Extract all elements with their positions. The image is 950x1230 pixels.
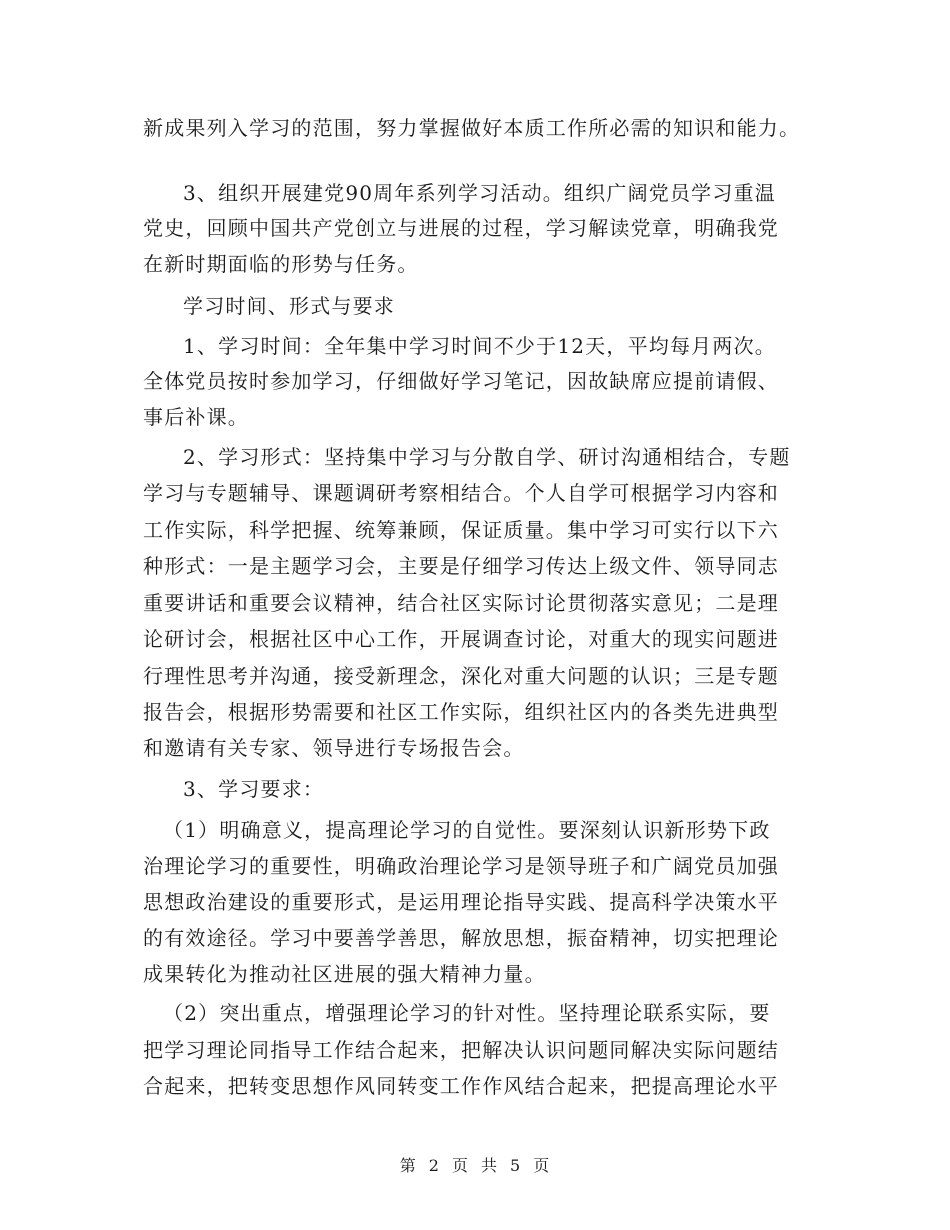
- text-line: 重要讲话和重要会议精神，结合社区实际讨论贯彻落实意见；二是理: [143, 591, 779, 615]
- text-line: 行理性思考并沟通，接受新理念，深化对重大问题的认识；三是专题: [143, 664, 779, 688]
- text-line: 合起来，把转变思想作风同转变工作作风结合起来，把提高理论水平: [143, 1074, 779, 1098]
- text-line: 1、学习时间：全年集中学习时间不少于12天，平均每月两次。: [183, 334, 776, 358]
- text-line: 全体党员按时参加学习，仔细做好学习笔记，因故缺席应提前请假、: [143, 369, 779, 393]
- text-line: 报告会，根据形势需要和社区工作实际，组织社区内的各类先进典型: [143, 700, 779, 724]
- footer-suffix: 页: [533, 1156, 551, 1175]
- text-line: 成果转化为推动社区进展的强大精神力量。: [143, 962, 546, 986]
- total-page-number: 5: [510, 1156, 522, 1175]
- footer-page-word: 页: [451, 1156, 469, 1175]
- footer-prefix: 第: [399, 1156, 417, 1175]
- text-line: 新成果列入学习的范围，努力掌握做好本质工作所必需的知识和能力。: [143, 116, 801, 140]
- text-line: 学习与专题辅导、课题调研考察相结合。个人自学可根据学习内容和: [143, 481, 779, 505]
- text-line: （1）明确意义，提高理论学习的自觉性。要深刻认识新形势下政: [163, 818, 771, 842]
- text-line: （2）突出重点，增强理论学习的针对性。坚持理论联系实际，要: [163, 1001, 771, 1025]
- section-heading: 学习时间、形式与要求: [183, 294, 395, 318]
- current-page-number: 2: [428, 1156, 440, 1175]
- page-footer: [0, 1155, 950, 1177]
- text-line: 3、组织开展建党90周年系列学习活动。组织广阔党员学习重温: [183, 181, 776, 205]
- text-line: 治理论学习的重要性，明确政治理论学习是领导班子和广阔党员加强: [143, 854, 779, 878]
- footer-total-word: 共: [481, 1156, 499, 1175]
- text-line: 在新时期面临的形势与任务。: [143, 252, 419, 276]
- text-line: 把学习理论同指导工作结合起来，把解决认识问题同解决实际问题结: [143, 1038, 779, 1062]
- text-line: 思想政治建设的重要形式，是运用理论指导实践、提高科学决策水平: [143, 890, 779, 914]
- text-line: 的有效途径。学习中要善学善思，解放思想，振奋精神，切实把理论: [143, 926, 779, 950]
- text-line: 工作实际，科学把握、统筹兼顾，保证质量。集中学习可实行以下六: [143, 518, 779, 542]
- text-line: 论研讨会，根据社区中心工作，开展调查讨论，对重大的现实问题进: [143, 627, 779, 651]
- text-line: 3、学习要求：: [183, 777, 325, 801]
- text-line: 事后补课。: [143, 405, 249, 429]
- text-line: 种形式：一是主题学习会，主要是仔细学习传达上级文件、领导同志: [143, 554, 779, 578]
- text-line: 2、学习形式：坚持集中学习与分散自学、研讨沟通相结合，专题: [183, 445, 791, 469]
- text-line: 和邀请有关专家、领导进行专场报告会。: [143, 736, 525, 760]
- text-line: 党史，回顾中国共产党创立与进展的过程，学习解读党章，明确我党: [143, 216, 779, 240]
